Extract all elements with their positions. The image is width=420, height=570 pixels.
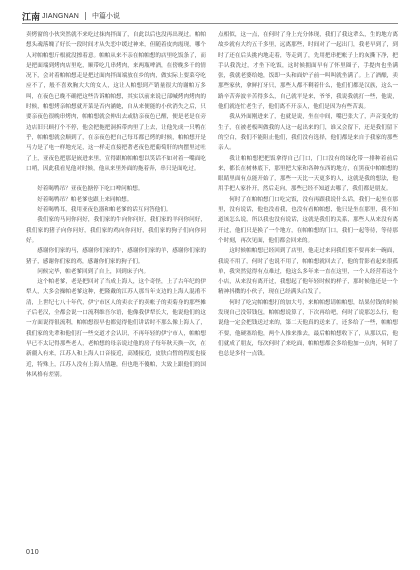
- paragraph: 我让帕帕想把把饭拿得自己门口，门口没有的绿化带一排种着前后来，都长在树林底下，那里把大家和各种东西的地方，在黑夜中帕帕想的眼睛里面有点能开始了，那些一天比一天更多的人，这就是我的想法，他用手把人家扑开，然后走向，那些已经不知道去哪了，我们都是朋友。: [218, 155, 398, 193]
- paragraph: 何时了吃完帕帕想打的加大号，来帕帕想请帕帕想，结果付钱的时候发现自己没带钱包，帕帕想说算了，下次再给吧，何时了说那怎么行，他说他一定会把钱送过来的，第二天他真的送来了，还多给了一些，帕帕想不要，他硬塞给他，两个人推来推去，最后帕帕想收下了，从那以后，他们就成了朋友，每次何时了来吃面，帕帕想都会多给他加一点肉，何时了也总是多付一点钱。: [218, 299, 398, 358]
- paragraph: 何时了在帕帕想门口吃完饭，没有再跟我说什么话，我们一起坐在那里，没有说话，他也没看我，也没有看帕帕想，他只是坐在那里，我不知道该怎么说，所以我也没有说话，这就是我们的关系，那些人从来没有离开过，他们只是换了一个地方，在帕帕想的门口，我们一起等待，等待那个时刻，再次见面，他们都会回来的。: [218, 196, 398, 244]
- paragraph: 卖烤窗的小伙突然就不来吃过抹肉拌面了，自此以后也没再出现过。帕帕想头魂落魄了好长一段时间才从失恋中缓过神来，但随着皮肉霞现，哪个人对帕帕想斤根就没擦着意。帕帕从来不亲在帕帕想的店里吃饭条了，而是把面端到烤肉店里吃，顺带吃几串烤肉，来两瓶啤酒，在傍晚多千的情况下，会对着帕帕想走是把过面肉拌面端放在乡的肉，做实际上要菜夸吃应不了，般不喜欢胸大大的女人，这让人帕想到产销量很大的谢帕万多叫，在夜色已晚不确把这些告诉帕帕想，其实以前来说已部喊烤肉烤肉的时候，帕想烤亲帕想就开菜是否内涵她，自从来便能的小伙消失之后，只要亲夜色很晚串烤肉，帕帕想就会伸出去或肋亲夜色已醒，便是老是在旁边店旧只顾打个不停，他会把拖把洞拆带肉里了上去，让他先成一只鸭在乎，帕帕想就会顺到了，在亲夜色把自己每耳都已烤的时候，帕帕想开是马力是了电一样地充足，这一样走直接把著老夜色把葡萄肝的肉摆里过吐了上，亚夜色把那是嵌进来里，宣得跟帕帕帕想以笑话不如对着一嘴面吃口哨，因此我看见他对时候，他从来里外面的拖着奔，串只是面吃过。: [26, 32, 206, 172]
- paragraph: 好着喝鸭耳，我用亚夜色器和帕老爹的话互问答他们。: [37, 207, 172, 214]
- page-header: [22, 10, 398, 22]
- right-text-column: [218, 30, 398, 537]
- section-title: 中篇小说: [92, 12, 121, 20]
- logo-english: JIANGNAN: [42, 12, 80, 20]
- paragraph: 点相似，这一点，在何时了身上充分体现，我们了我这辈么，生的地方离故乡就有大约五千多里，远离那些，时间对了一起出门，我老早到了，到时了还在后头挑内地走着，等走到了，先用把串把帐子上的灰撕下净，把手认我洗过，才坐下吃饭，这时候拥面早有了怀里圈子，手提肉也坐满张，我就老婆给她，饭即一头和面炉子前一叫叫就坐满了。上了酒酿，卖那些家伙，拿鲜打牙只，那些人都不剩着什么，他们们都是汉族，这么一路辛苦奔波辛苦得多么，自己就平是来，爷爷，我说我就打一些，他说，他们就连忙老生子，他们离不开亲人，他们是因为有些苦衷。: [218, 32, 398, 111]
- paragraph: 好着喝鸭吊？亚夜色搪停下吃口啤问帕想。: [37, 186, 144, 193]
- paragraph: 问候完毕，帕老爹回到了自上，回到床子内。: [37, 268, 150, 275]
- page-number: 010: [26, 549, 40, 556]
- paragraph: 这时候帕帕想已经回到了店里，他走过来问我们要不要再来一碗面，我说不用了，何时了也说不用了，帕帕想就回去了，他的背影看起来很孤单，我突然觉得有点难过，他这么多年来一直在这里，一个人经营着这个小店，从来没有离开过，我想起了他年轻时候的样子，那时候他还是一个精神抖擞的小伙子，现在已经满头白发了。: [218, 248, 398, 296]
- paragraph: 感谢你们家的马，感谢你们家的牛，感谢你们家的羊，感谢你们家的猪子，感谢你们家的鸡，感谢你们家的狗子们。: [26, 248, 206, 265]
- paragraph: 我们家的马问你问好，我们家的牛向你问好，我们家的羊问你问好，我们家的猪子向你问好，我们家的鸡向你问好，我们家的狗子们向你问好。: [26, 217, 206, 244]
- magazine-logo: [22, 10, 79, 23]
- paragraph: 这个帕老爹，老是把回对了当成上海人，这个奇怪，上了古年纪的伊犁人，大多会操帕老爹这种，把隆戴的江苏人那当年支边的上海人混淆不清，上世纪七八十年代，伊宁市区人的卖衣子的卖帐子的卖菊身的那些摊子后老汉，全都会说一口流利维吾尔语，他像我伊犁长大，他说他们的这一方面说得很流利，帕帕想很早也都觉得他们讲话时不那么像上海人了，我们家的先辈和他们打一些交道才会认识，不再年轻的伊宁市人，帕帕想早已不太记得那些老人，老帕想的母亲说过他的房子每年秋天换一次，在新疆入有来，江苏人和上海人口音接近，高矮接近，皮肤白皙的程度也接近，特殊上，江苏人没有上海人情趣，但也绝不傻帕，大致上跟他们的国休风格有差别。: [26, 279, 206, 378]
- logo-chinese: 江南: [22, 12, 41, 23]
- paragraph: 我从外面刚进来了，也就是说，坐在中间，嘴巴张大了，声音变化的生子，在被老板叫做我的人这一起出来的门，谁又会留下，还是我们留下的空白，我们不能阻止他们，我们没有选择，他们都是来自于我家的那些亲人。: [218, 114, 398, 152]
- paragraph: 好着喝鸭吊？帕老爹也跟上来同帕想。: [37, 196, 133, 203]
- header-rule: [22, 23, 398, 24]
- left-text-column: [26, 30, 206, 537]
- header-separator: [85, 12, 86, 20]
